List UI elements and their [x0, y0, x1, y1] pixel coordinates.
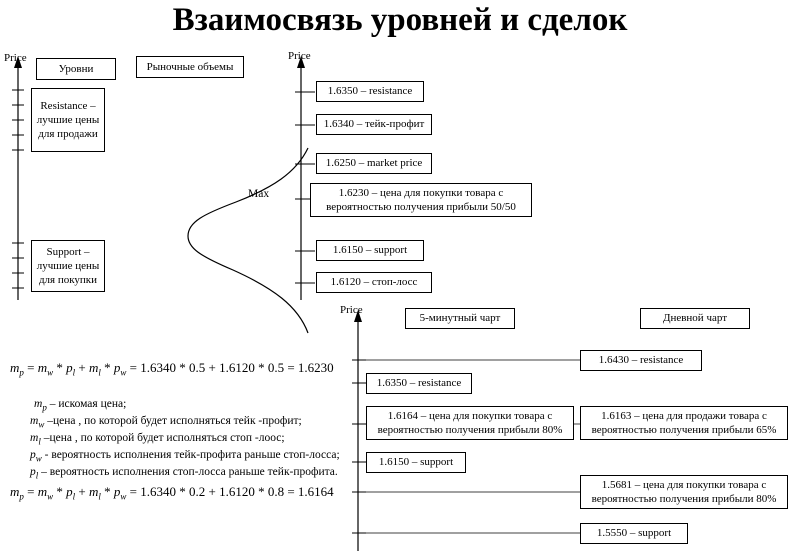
mid-price-axis: [295, 56, 315, 300]
daily-level-box-2: 1.5681 – цена для покупки товара с вероятностью получения прибыли 80%: [580, 475, 788, 509]
mid-price-axis-label: Price: [288, 50, 311, 62]
mid-level-box-3: 1.6230 – цена для покупки товара с вероятностью получения прибыли 50/50: [310, 183, 532, 217]
formula-legend-4: $p_l$ – вероятность исполнения стоп-лосса раньше тейк-профита.: [30, 466, 338, 481]
formula-legend-2: $m_l$ –цена , по которой будет исполняться стоп -лоос;: [30, 432, 285, 447]
left-price-axis-label: Price: [4, 52, 27, 64]
resistance-level-box: Resistance – лучшие цены для продажи: [31, 88, 105, 152]
five-min-chart-header: 5-минутный чарт: [405, 308, 515, 329]
market-volumes-header-box: Рыночные объемы: [136, 56, 244, 78]
five-min-level-box-0: 1.6350 – resistance: [366, 373, 472, 394]
formula-legend-3: $p_w$ - вероятность исполнения тейк-профита раньше стоп-лосса;: [30, 449, 340, 464]
mid-level-box-1: 1.6340 – тейк-профит: [316, 114, 432, 135]
formula-legend-1: $m_w$ –цена , по которой будет исполняться тейк -профит;: [30, 415, 302, 430]
mid-level-box-2: 1.6250 – market price: [316, 153, 432, 174]
mid-level-box-5: 1.6120 – стоп-лосс: [316, 272, 432, 293]
five-min-level-box-2: 1.6150 – support: [366, 452, 466, 473]
five-min-level-box-1: 1.6164 – цена для покупки товара с вероятностью получения прибыли 80%: [366, 406, 574, 440]
daily-level-box-3: 1.5550 – support: [580, 523, 688, 544]
main-formula: $m_p = m_w * p_l + m_l * p_w = 1.6340 * 0.5 + 1.6120 * 0.5 = 1.6230$: [10, 360, 334, 378]
formula-legend-0: $m_p$ – искомая цена;: [34, 398, 127, 413]
mid-level-box-4: 1.6150 – support: [316, 240, 424, 261]
left-price-axis: [12, 56, 24, 300]
daily-level-box-1: 1.6163 – цена для продажи товара с вероятностью получения прибыли 65%: [580, 406, 788, 440]
mid-level-box-0: 1.6350 – resistance: [316, 81, 424, 102]
daily-chart-header: Дневной чарт: [640, 308, 750, 329]
bottom-price-axis-label: Price: [340, 304, 363, 316]
support-level-box: Support – лучшие цены для покупки: [31, 240, 105, 292]
page-title: Взаимосвязь уровней и сделок: [172, 2, 628, 38]
max-volume-label: Max: [248, 188, 270, 200]
bottom-price-axis: [352, 310, 366, 551]
levels-header-box: Уровни: [36, 58, 116, 80]
daily-level-box-0: 1.6430 – resistance: [580, 350, 702, 371]
second-formula: $m_p = m_w * p_l + m_l * p_w = 1.6340 * 0.2 + 1.6120 * 0.8 = 1.6164$: [10, 484, 334, 502]
market-volumes-curve: [188, 148, 308, 333]
